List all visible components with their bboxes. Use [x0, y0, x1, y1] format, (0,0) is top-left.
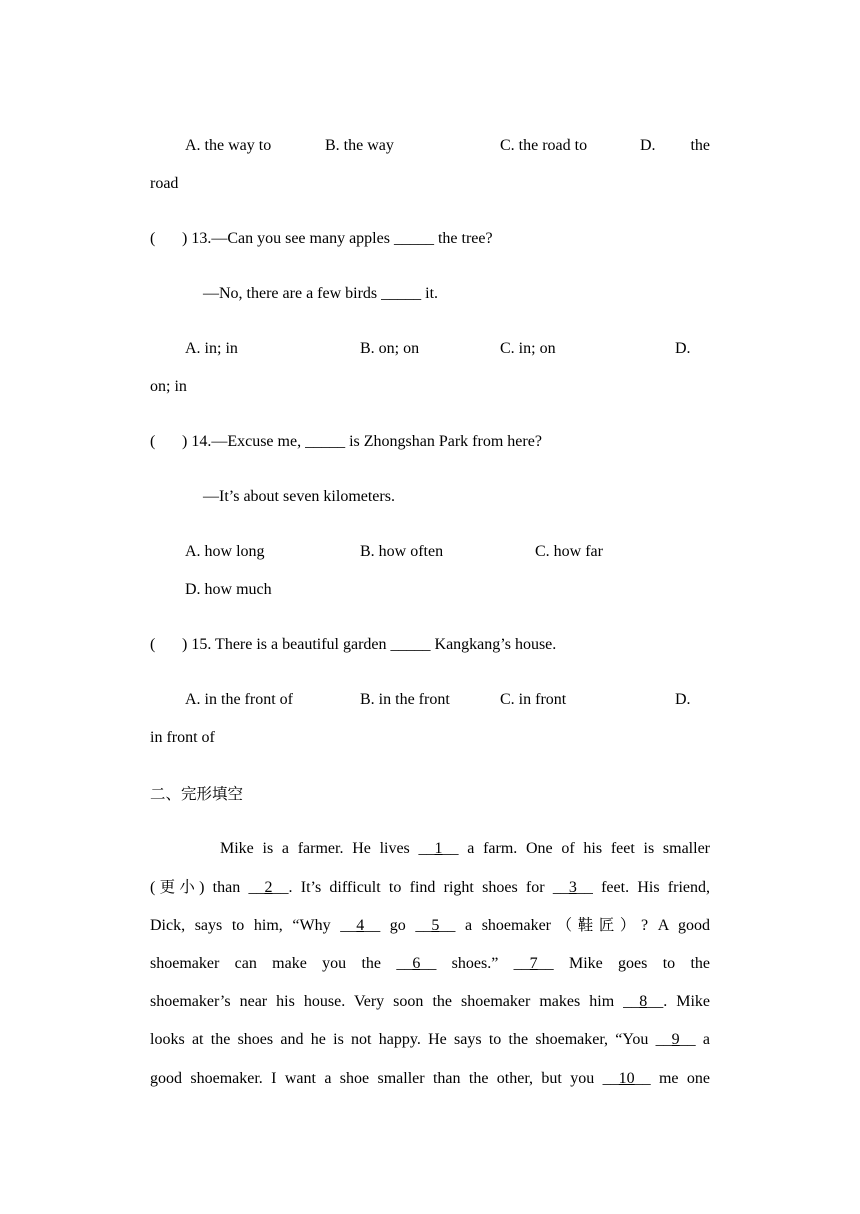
cloze-text: Mike is a farmer. He lives __	[220, 840, 435, 857]
cloze-text: shoemaker can make you the __	[150, 955, 413, 972]
blank-4: 4	[356, 917, 365, 934]
q12-option-c: C. the road to	[500, 137, 588, 154]
q15-option-a: A. in the front of	[185, 691, 293, 708]
q14-options-row	[150, 541, 710, 563]
cloze-text: ? A good	[641, 917, 710, 934]
q14-question: ) 14.—Excuse me, _____ is Zhongshan Park from here?	[182, 433, 542, 450]
blank-7: 7	[529, 955, 538, 972]
q13-question: ) 13.—Can you see many apples _____ the tree?	[182, 230, 493, 247]
q13-answer-bracket: (	[150, 230, 156, 247]
q13-option-d-wrap: on; in	[150, 378, 187, 395]
section-title: 二、完形填空	[150, 785, 244, 803]
q14-stem	[150, 431, 710, 453]
cloze-text: __ go __	[364, 917, 432, 934]
cloze-text: Dick, says to him, “Why __	[150, 917, 357, 934]
cloze-line-6	[150, 1029, 710, 1051]
q13-option-b: B. on; on	[360, 340, 420, 357]
q14-answer-bracket: (	[150, 433, 156, 450]
cloze-text: (	[150, 879, 156, 896]
q14-answer-line: —It’s about seven kilometers.	[203, 488, 395, 505]
cloze-line-4	[150, 953, 710, 975]
q12-option-b: B. the way	[325, 137, 394, 154]
q12-option-d-label: D.	[640, 137, 656, 154]
q12-option-d-text: the	[690, 137, 710, 154]
blank-2: 2	[264, 879, 273, 896]
q14-option-a: A. how long	[185, 543, 265, 560]
q15-option-b: B. in the front	[360, 691, 450, 708]
cloze-line-5	[150, 991, 710, 1013]
q13-option-a: A. in; in	[185, 340, 238, 357]
q12-options-row	[150, 135, 710, 157]
q15-stem	[150, 634, 710, 656]
cloze-text: looks at the shoes and he is not happy. He says to the shoemaker, “You __	[150, 1031, 672, 1048]
q15-option-d-wrap: in front of	[150, 729, 215, 746]
q13-answer-line: —No, there are a few birds _____ it.	[203, 285, 439, 302]
q14-option-d: D. how much	[185, 581, 272, 598]
cloze-text: shoemaker’s near his house. Very soon the shoemaker makes him __	[150, 993, 640, 1010]
cloze-text: __ feet. His friend,	[576, 879, 711, 896]
chinese-gloss: （鞋匠）	[551, 916, 642, 934]
blank-5: 5	[431, 917, 440, 934]
q15-options-row	[150, 689, 710, 711]
q13-option-c: C. in; on	[500, 340, 556, 357]
q13-option-d-label: D.	[675, 340, 691, 357]
blank-9: 9	[671, 1031, 680, 1048]
cloze-text: __ a shoemaker	[439, 917, 552, 934]
blank-6: 6	[412, 955, 421, 972]
q15-answer-bracket: (	[150, 636, 156, 653]
cloze-text: __. Mike	[647, 993, 710, 1010]
cloze-text: __ a	[679, 1031, 710, 1048]
cloze-text: __. It’s difficult to find right shoes for __	[272, 879, 569, 896]
cloze-text: ) than __	[199, 879, 265, 896]
cloze-line-7	[150, 1068, 710, 1090]
q15-question: ) 15. There is a beautiful garden _____ Kangkang’s house.	[182, 636, 557, 653]
blank-1: 1	[434, 840, 443, 857]
q12-option-a: A. the way to	[185, 137, 272, 154]
cloze-line-1	[220, 838, 710, 860]
q12-option-d-wrap: road	[150, 175, 179, 192]
q14-option-c: C. how far	[535, 543, 603, 560]
q15-option-c: C. in front	[500, 691, 567, 708]
cloze-text: __ a farm. One of his feet is smaller	[442, 840, 711, 857]
blank-10: 10	[618, 1070, 635, 1087]
q15-option-d-label: D.	[675, 691, 691, 708]
cloze-text: __ me one	[634, 1070, 710, 1087]
chinese-gloss: 更小	[155, 878, 200, 896]
blank-8: 8	[639, 993, 648, 1010]
cloze-text: __ Mike goes to the	[537, 955, 711, 972]
cloze-line-2	[150, 876, 710, 898]
q14-option-b: B. how often	[360, 543, 444, 560]
cloze-line-3	[150, 914, 710, 936]
q13-options-row	[150, 338, 710, 360]
cloze-text: __ shoes.” __	[420, 955, 530, 972]
cloze-text: good shoemaker. I want a shoe smaller than the other, but you __	[150, 1070, 619, 1087]
q13-stem	[150, 228, 710, 250]
blank-3: 3	[568, 879, 577, 896]
